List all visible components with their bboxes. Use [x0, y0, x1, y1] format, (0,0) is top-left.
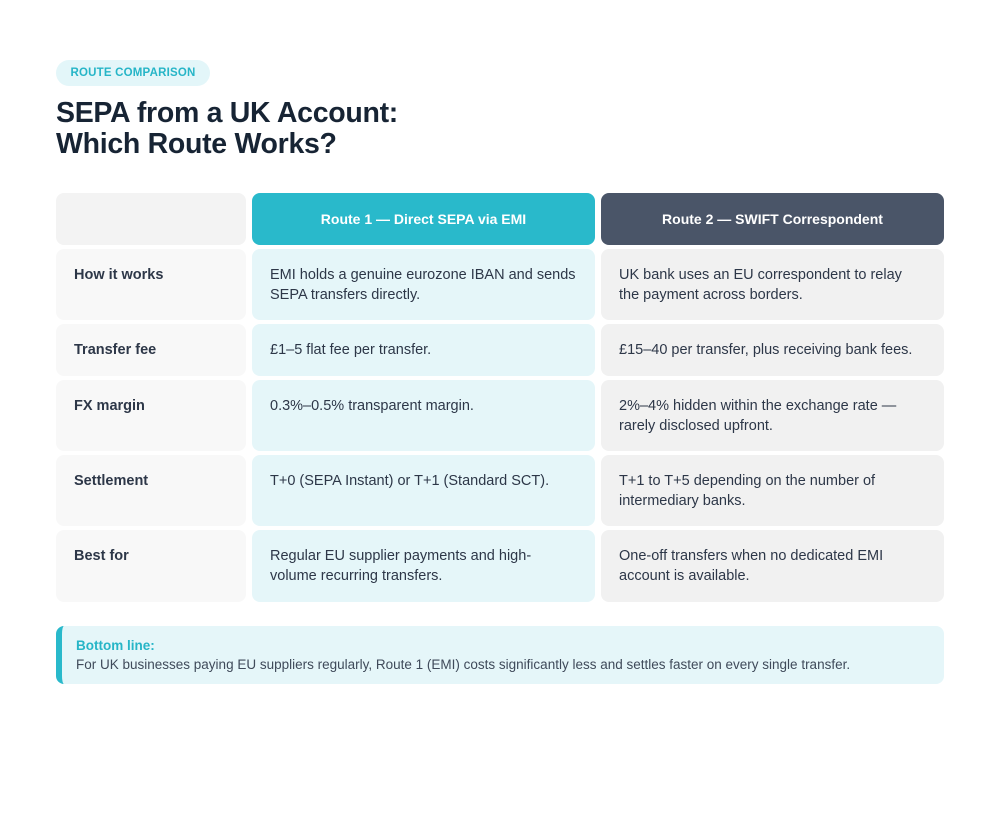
route-2-cell: UK bank uses an EU correspondent to relay the payment across borders. — [601, 249, 944, 320]
route-1-cell: Regular EU supplier payments and high-volume recurring transfers. — [252, 530, 595, 602]
table-row — [56, 530, 944, 602]
section-badge: ROUTE COMPARISON — [56, 60, 210, 86]
route-2-cell: £15–40 per transfer, plus receiving bank fees. — [601, 324, 944, 376]
table-row — [56, 324, 944, 376]
header-empty-cell — [56, 193, 246, 245]
row-label: Settlement — [56, 455, 246, 526]
header-route-2: Route 2 — SWIFT Correspondent — [601, 193, 944, 245]
bottom-line-callout — [56, 626, 944, 684]
route-1-cell: EMI holds a genuine eurozone IBAN and sends SEPA transfers directly. — [252, 249, 595, 320]
table-row — [56, 249, 944, 320]
page-title — [56, 98, 398, 160]
comparison-table — [56, 193, 944, 606]
route-1-cell: £1–5 flat fee per transfer. — [252, 324, 595, 376]
callout-title: Bottom line: — [76, 638, 155, 653]
route-2-cell: T+1 to T+5 depending on the number of intermediary banks. — [601, 455, 944, 526]
table-header-row — [56, 193, 944, 245]
header-route-1: Route 1 — Direct SEPA via EMI — [252, 193, 595, 245]
table-row — [56, 455, 944, 526]
route-2-cell: One-off transfers when no dedicated EMI account is available. — [601, 530, 944, 602]
row-label: Transfer fee — [56, 324, 246, 376]
page-title-line-1: SEPA from a UK Account: — [56, 97, 398, 129]
route-2-cell: 2%–4% hidden within the exchange rate — rarely disclosed upfront. — [601, 380, 944, 451]
page-title-line-2: Which Route Works? — [56, 128, 337, 160]
callout-text: For UK businesses paying EU suppliers regularly, Route 1 (EMI) costs significantly less and settles faster on every single transfer. — [76, 657, 851, 672]
route-1-cell: 0.3%–0.5% transparent margin. — [252, 380, 595, 451]
route-1-cell: T+0 (SEPA Instant) or T+1 (Standard SCT). — [252, 455, 595, 526]
table-row — [56, 380, 944, 451]
row-label: How it works — [56, 249, 246, 320]
row-label: Best for — [56, 530, 246, 602]
row-label: FX margin — [56, 380, 246, 451]
